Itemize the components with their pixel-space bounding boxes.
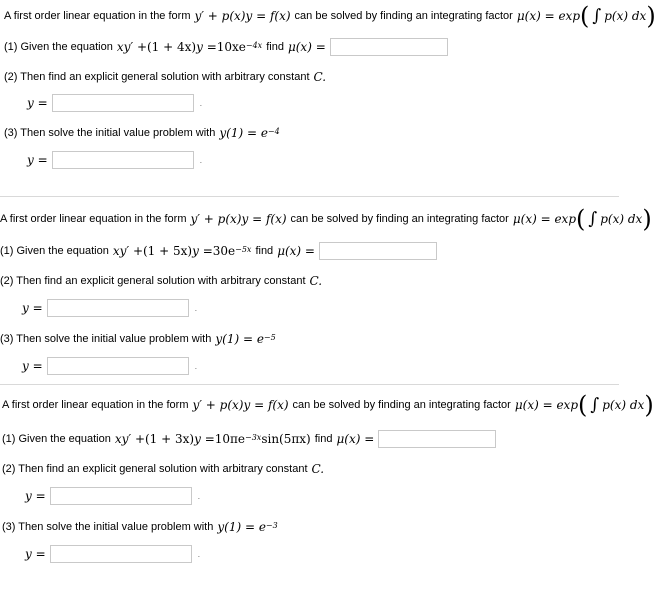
problem-1-ivp (27, 151, 202, 169)
p-dx: p(x) dx (604, 9, 647, 23)
problem-2 (0, 196, 652, 385)
eq-coef: (1 + 3x) (145, 432, 195, 446)
ivp-lhs: y(1) = e (219, 126, 268, 140)
eq-rhs: 30e (212, 244, 236, 258)
ivp-exp: −4 (267, 126, 280, 136)
y-equals-label: y = (27, 96, 48, 110)
y-equals-label: y = (25, 547, 46, 561)
ode-form: y′ + p(x)y = f(x) (192, 398, 289, 412)
part2-label: (2) Then find an explicit general solution with arbitrary constant (0, 275, 306, 287)
constant-c: C. (311, 462, 325, 476)
problem-3-part2 (2, 462, 324, 476)
status-marker: . (194, 303, 198, 313)
ode-form: y′ + p(x)y = f(x) (194, 9, 291, 23)
mu-def: μ(x) = exp (514, 398, 579, 412)
problem-2-general (22, 299, 197, 317)
constant-c: C. (309, 274, 323, 288)
problem-1-intro (4, 2, 656, 30)
part2-label: (2) Then find an explicit general solution with arbitrary constant (2, 463, 308, 475)
problem-1 (0, 0, 656, 196)
problem-2-part1 (0, 242, 437, 260)
intro-text: A first order linear equation in the form (2, 399, 189, 411)
eq-y-equals: y = (196, 40, 217, 54)
eq-xy: xy′ + (116, 40, 147, 54)
status-marker: . (197, 491, 201, 501)
intro-text: A first order linear equation in the form (0, 213, 187, 225)
p-dx: p(x) dx (602, 398, 645, 412)
status-marker: . (194, 361, 198, 371)
ivp-exp: −5 (263, 332, 276, 342)
ivp-lhs: y(1) = e (215, 332, 264, 346)
eq-y-equals: y = (192, 244, 213, 258)
problem-1-part2 (4, 70, 326, 84)
eq-rhs: 10xe (216, 40, 246, 54)
intro-text-2: can be solved by finding an integrating factor (292, 399, 511, 411)
problem-2-intro (0, 205, 652, 233)
part2-label: (2) Then find an explicit general solution with arbitrary constant (4, 71, 310, 83)
mu-label: μ(x) = (277, 244, 315, 258)
problem-3-intro (2, 391, 654, 419)
part3-label: (3) Then solve the initial value problem with (0, 333, 212, 345)
y-equals-label: y = (22, 301, 43, 315)
problem-2-part3 (0, 332, 276, 346)
problem-2-part2 (0, 274, 322, 288)
ode-form: y′ + p(x)y = f(x) (190, 212, 287, 226)
general-solution-input[interactable] (52, 94, 194, 112)
eq-rhs-tail: sin(5πx) (261, 432, 311, 446)
left-paren: ( (576, 205, 586, 233)
right-paren: ) (642, 205, 652, 233)
integral-sign: ∫ (592, 6, 602, 26)
problem-1-part3 (4, 126, 280, 140)
problem-3-ivp (25, 545, 200, 563)
eq-xy: xy′ + (112, 244, 143, 258)
y-equals-label: y = (25, 489, 46, 503)
eq-rhs-exp: −3x (245, 432, 262, 442)
ivp-solution-input[interactable] (47, 357, 189, 375)
right-paren: ) (644, 391, 654, 419)
problem-2-ivp (22, 357, 197, 375)
mu-label: μ(x) = (287, 40, 326, 54)
intro-text-2: can be solved by finding an integrating factor (290, 213, 509, 225)
ivp-solution-input[interactable] (50, 545, 192, 563)
eq-rhs: 10πe (214, 432, 246, 446)
general-solution-input[interactable] (50, 487, 192, 505)
part3-label: (3) Then solve the initial value problem with (2, 521, 214, 533)
mu-answer-input[interactable] (319, 242, 437, 260)
eq-coef: (1 + 4x) (147, 40, 197, 54)
constant-c: C. (313, 70, 327, 84)
integral-sign: ∫ (588, 209, 598, 229)
part3-label: (3) Then solve the initial value problem with (4, 127, 216, 139)
eq-rhs-exp: −4x (245, 40, 263, 50)
mu-def: μ(x) = exp (512, 212, 577, 226)
status-marker: . (199, 98, 203, 108)
right-paren: ) (646, 2, 656, 30)
y-equals-label: y = (22, 359, 43, 373)
ivp-solution-input[interactable] (52, 151, 194, 169)
y-equals-label: y = (27, 153, 48, 167)
problem-1-general (27, 94, 202, 112)
general-solution-input[interactable] (47, 299, 189, 317)
eq-xy: xy′ + (114, 432, 145, 446)
left-paren: ( (578, 391, 588, 419)
problem-3-general (25, 487, 200, 505)
eq-y-equals: y = (194, 432, 215, 446)
mu-label: μ(x) = (336, 432, 375, 446)
find-text: find (266, 41, 284, 53)
part1-label: (1) Given the equation (0, 245, 109, 257)
problem-1-part1 (4, 38, 448, 56)
p-dx: p(x) dx (600, 212, 643, 226)
part1-label: (1) Given the equation (2, 433, 111, 445)
problem-3-part1 (2, 430, 496, 448)
mu-answer-input[interactable] (378, 430, 496, 448)
eq-coef: (1 + 5x) (143, 244, 193, 258)
part1-label: (1) Given the equation (4, 41, 113, 53)
mu-answer-input[interactable] (330, 38, 448, 56)
intro-text: A first order linear equation in the form (4, 10, 191, 22)
find-text: find (314, 433, 333, 445)
status-marker: . (199, 155, 203, 165)
ivp-lhs: y(1) = e (217, 520, 266, 534)
mu-def: μ(x) = exp (516, 9, 581, 23)
problem-3-part3 (2, 520, 278, 534)
ivp-exp: −3 (265, 520, 278, 530)
integral-sign: ∫ (590, 395, 600, 415)
left-paren: ( (580, 2, 590, 30)
intro-text-2: can be solved by finding an integrating factor (294, 10, 513, 22)
find-text: find (255, 245, 274, 257)
status-marker: . (197, 549, 201, 559)
problem-3 (0, 384, 654, 609)
eq-rhs-exp: −5x (235, 244, 252, 254)
